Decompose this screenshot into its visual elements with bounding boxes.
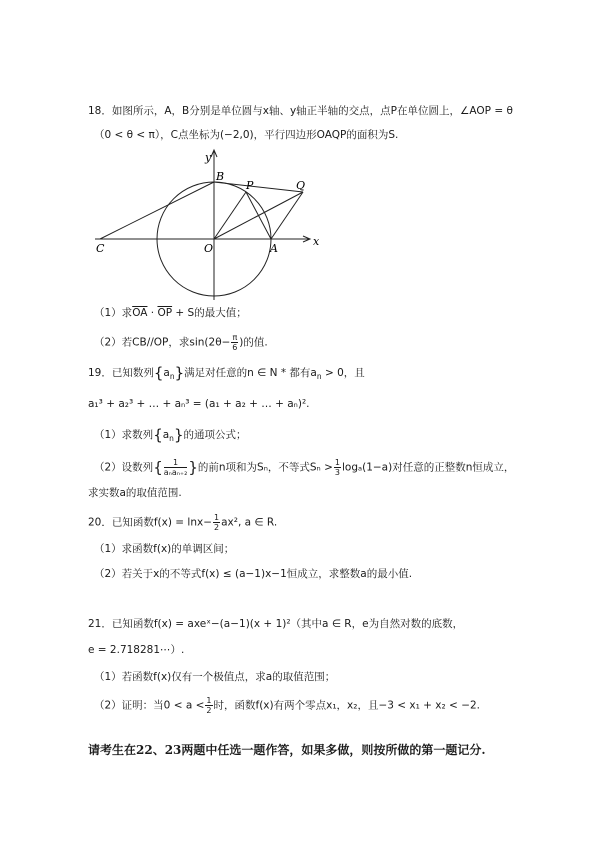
q18-line1: 18．如图所示，A，B分别是单位圆与x轴、y轴正半轴的交点，点P在单位圆上，∠AOP = θ bbox=[88, 105, 513, 117]
selection-note: 请考生在22、23两题中任选一题作答，如果多做，则按所做的第一题记分. bbox=[88, 743, 486, 757]
segment-BQ bbox=[214, 182, 303, 192]
q21-line1: 21．已知函数f(x) = axeˣ−(a−1)(x + 1)²（其中a ∈ R，e为自然对数的底数， bbox=[88, 618, 464, 630]
segment-OP bbox=[214, 192, 246, 239]
q19-part1: （1）求数列$\{a_n\}$的通项公式； bbox=[94, 426, 247, 444]
label-C: C bbox=[96, 242, 105, 255]
q19-line2: a₁³ + a₂³ + … + aₙ³ = (a₁ + a₂ + … + aₙ)². bbox=[88, 398, 310, 410]
label-B: B bbox=[216, 170, 225, 183]
q20-line1: 20．已知函数f(x) = lnx− $\frac{1}{2}$ ax², a ∈ R. bbox=[88, 513, 278, 532]
fraction-pi-6: $\frac{\pi}{6}$ bbox=[232, 333, 238, 352]
label-O: O bbox=[204, 242, 214, 255]
q21-part2: （2）证明：当0 < a < $\frac{1}{2}$ 时，函数f(x)有两个零点x₁，x₂，且−3 < x₁ + x₂ < −2. bbox=[94, 696, 481, 715]
q20-part1: （1）求函数f(x)的单调区间； bbox=[94, 543, 235, 555]
label-A: A bbox=[270, 242, 278, 255]
q20-part2: （2）若关于x的不等式f(x) ≤ (a−1)x−1恒成立，求整数a的最小值. bbox=[94, 568, 413, 580]
segment-CB bbox=[100, 182, 214, 239]
q18-line2: （0 < θ < π），C点坐标为(−2,0)，平行四边形OAQP的面积为S. bbox=[94, 129, 399, 141]
q21-part1: （1）若函数f(x)仅有一个极值点，求a的取值范围； bbox=[94, 671, 336, 683]
label-y: y bbox=[205, 151, 212, 164]
q19-line1: 19．已知数列$\{a_n\}$满足对任意的n ∈ N * 都有$a_n > 0$，且 bbox=[88, 364, 365, 382]
q19-part2-line2: 求实数a的取值范围. bbox=[88, 487, 182, 499]
segment-PA bbox=[246, 192, 271, 239]
q21-line2: e = 2.718281⋯）. bbox=[88, 644, 185, 656]
vector-OA: $\overline{OA}$ bbox=[132, 307, 148, 319]
segment-AQ bbox=[271, 192, 303, 239]
label-P: P bbox=[246, 179, 254, 192]
vector-OP: $\overline{OP}$ bbox=[157, 307, 173, 319]
q19-part2: （2）设数列{ $\frac{1}{\text{aₙaₙ₊₂}}$ }的前n项和为Sₙ，不等式Sₙ > $\frac{1}{3}$ logₐ(1−a)对任意的正整数n恒成立， bbox=[94, 458, 515, 477]
label-Q: Q bbox=[296, 179, 306, 192]
q18-part1: （1）求$\overline{OA} \cdot \overline{OP} + S$的最大值； bbox=[94, 307, 247, 319]
label-x: x bbox=[313, 235, 320, 248]
q18-part2: （2）若CB//OP，求sin(2θ− $\frac{\pi}{6}$ )的值. bbox=[94, 333, 268, 352]
